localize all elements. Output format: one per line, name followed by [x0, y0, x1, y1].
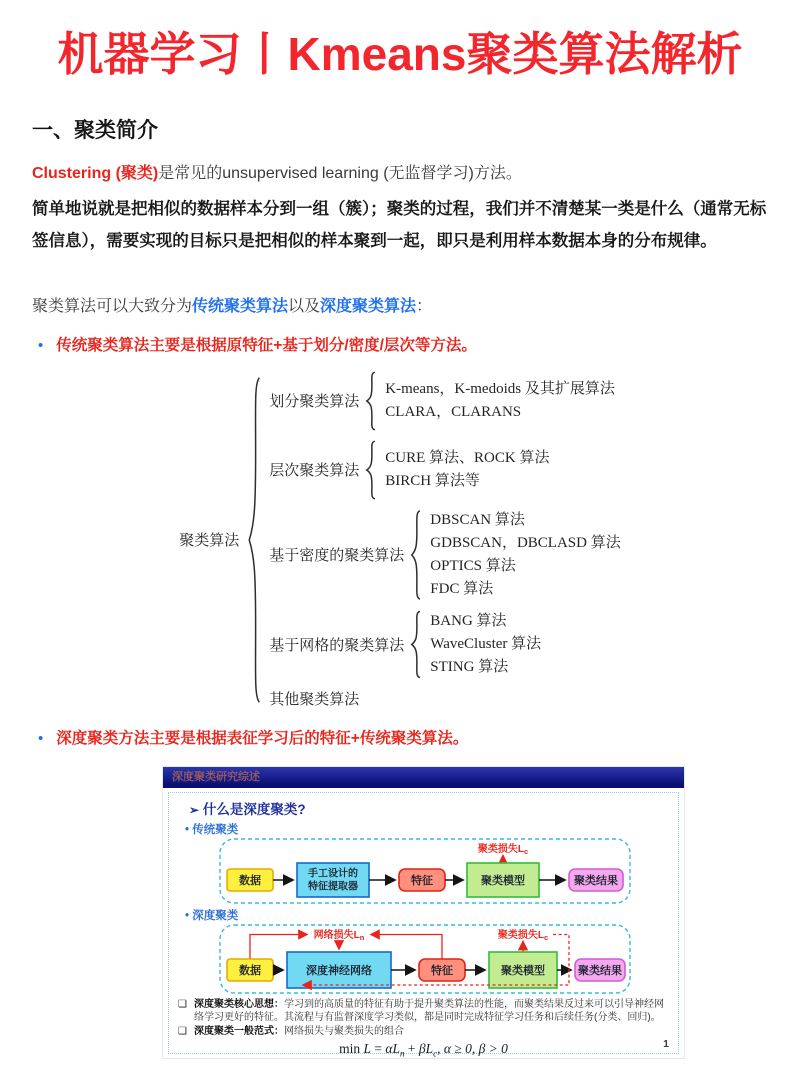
tree-groups: [262, 371, 620, 709]
paradigm-paragraph: [177, 1025, 670, 1038]
bullet-dot-icon: •: [185, 823, 190, 836]
bullet-traditional: [38, 333, 768, 355]
core-idea-paragraph: [177, 998, 670, 1024]
traditional-clustering-flow: [219, 838, 631, 904]
paragraph-text: ：: [416, 297, 433, 315]
tree-item: CURE 算法、ROCK 算法: [385, 449, 550, 466]
article: [0, 26, 800, 1059]
paragraph-text: 聚类算法可以大致分为: [32, 297, 193, 315]
deep-clustering-slide: [162, 766, 685, 1059]
link-deep-clustering[interactable]: 深度聚类算法: [320, 297, 417, 315]
section-heading: 一、聚类简介: [32, 118, 158, 142]
feature-extractor-label-line2: 特征提取器: [308, 881, 358, 893]
bullet-text: 深度聚类方法主要是根据表征学习后的特征+传统聚类算法。: [56, 729, 469, 747]
tree-group-density: [269, 509, 620, 601]
deep-network-label: 深度神经网络: [306, 964, 372, 977]
brace-icon: [365, 440, 377, 500]
paragraph-algorithm-types: [32, 293, 768, 316]
tree-item: GDBSCAN，DBCLASD 算法: [430, 534, 621, 551]
brace-icon: [410, 610, 422, 679]
brace-icon: [410, 509, 422, 601]
tree-item: K-means，K-medoids 及其扩展算法: [385, 380, 615, 397]
tree-root-label: 聚类算法: [179, 533, 240, 550]
data-box-label: 数据: [239, 964, 261, 977]
slide-page-number: 1: [663, 1037, 669, 1050]
cluster-loss-label: 聚类损失$L_c$: [497, 929, 549, 942]
formula-part: ,: [437, 1040, 444, 1056]
bullet-text: 传统聚类算法主要是根据原特征+基于划分/密度/层次等方法。: [56, 336, 477, 354]
paragraph-clustering-explain: 简单地说就是把相似的数据样本分到一组（簇）；聚类的过程，我们并不清楚某一类是什么（通常无标签信息），需要实现的目标只是把相似的样本聚到一起，即只是利用样本数据本身的分布规律。: [32, 199, 767, 250]
paradigm-text: 网络损失与聚类损失的组合: [284, 1025, 404, 1037]
bullet-dot-icon: •: [38, 336, 44, 354]
bullet-dot-icon: •: [38, 729, 44, 747]
tree-item: BANG 算法: [430, 612, 507, 629]
clustering-term: Clustering (聚类): [32, 164, 159, 182]
cluster-loss-label: 聚类损失$L_c$: [477, 843, 529, 856]
slide-content: [168, 792, 679, 1059]
paradigm-label: 深度聚类一般范式：: [194, 1025, 284, 1037]
formula-subscript: c: [433, 1048, 438, 1059]
formula-part: αL: [385, 1040, 400, 1056]
slide-section-traditional: [185, 821, 670, 837]
core-idea-text: 学习到的高质量的特征有助于提升聚类算法的性能，而聚类结果反过来可以引导神经网络学习更好的特征。其流程与有监督深度学习类似，都是同时完成特征学习任务和后续任务(分类、回归)。: [194, 998, 664, 1023]
tree-group-other: [269, 688, 620, 709]
tree-item: BIRCH 算法等: [385, 472, 480, 489]
tree-group-hierarchical: [269, 440, 620, 500]
core-idea-label: 深度聚类核心思想：: [194, 998, 284, 1010]
tree-group-label: 划分聚类算法: [269, 394, 360, 411]
square-bullet-icon: ❑: [178, 998, 187, 1010]
link-traditional-clustering[interactable]: 传统聚类算法: [192, 297, 289, 315]
cluster-model-label: 聚类模型: [481, 874, 525, 887]
slide-question-text: 什么是深度聚类?: [202, 801, 306, 817]
arrow-bullet-icon: ➢: [189, 802, 200, 817]
tree-item: OPTICS 算法: [430, 557, 516, 574]
square-bullet-icon: ❑: [178, 1025, 187, 1037]
tree-group-grid: [269, 610, 620, 679]
page-title: 机器学习丨Kmeans聚类算法解析: [57, 28, 743, 80]
loss-formula: [177, 1041, 670, 1059]
clustering-algorithms-tree: [179, 371, 620, 709]
bullet-deep: [38, 726, 768, 748]
feature-box-label: 特征: [431, 964, 453, 977]
slide-section-label: 传统聚类: [192, 823, 239, 836]
formula-part: βL: [418, 1040, 434, 1056]
tree-group-label: 基于密度的聚类算法: [269, 548, 405, 565]
slide-header: [163, 767, 684, 788]
cluster-result-label: 聚类结果: [578, 964, 622, 977]
tree-group-label: 层次聚类算法: [269, 463, 360, 480]
slide-header-title: 深度聚类研究综述: [172, 770, 260, 783]
formula-subscript: n: [399, 1048, 405, 1059]
tree-item: DBSCAN 算法: [430, 511, 525, 528]
slide-question: [189, 798, 670, 818]
tree-group-partition: [269, 371, 620, 431]
network-loss-label: 网络损失$L_n$: [313, 929, 365, 942]
tree-item: FDC 算法: [430, 580, 494, 597]
cluster-result-label: 聚类结果: [574, 874, 618, 887]
formula-part: L: [363, 1040, 371, 1056]
feature-extractor-label-line1: 手工设计的: [308, 868, 358, 880]
tree-item: WaveCluster 算法: [430, 635, 542, 652]
bullet-dot-icon: •: [185, 909, 190, 922]
cluster-model-label: 聚类模型: [501, 964, 545, 977]
paragraph-clustering-def: [32, 160, 768, 183]
brace-icon: [247, 371, 262, 709]
slide-section-deep: [185, 907, 670, 923]
paragraph-text: 以及: [288, 297, 321, 315]
data-box-label: 数据: [239, 874, 261, 887]
paragraph-text: 是常见的unsupervised learning (无监督学习)方法。: [158, 164, 522, 182]
formula-part: min: [339, 1040, 364, 1056]
brace-icon: [365, 371, 377, 431]
tree-group-label: 其他聚类算法: [269, 691, 360, 708]
slide-section-label: 深度聚类: [192, 909, 239, 922]
feature-box-label: 特征: [411, 874, 433, 887]
formula-part: +: [404, 1040, 419, 1056]
formula-part: α ≥ 0, β > 0: [443, 1040, 508, 1056]
tree-item: CLARA，CLARANS: [385, 403, 522, 420]
tree-group-label: 基于网格的聚类算法: [269, 637, 405, 654]
tree-item: STING 算法: [430, 658, 509, 675]
formula-part: =: [370, 1040, 386, 1056]
deep-clustering-flow: [219, 924, 631, 994]
